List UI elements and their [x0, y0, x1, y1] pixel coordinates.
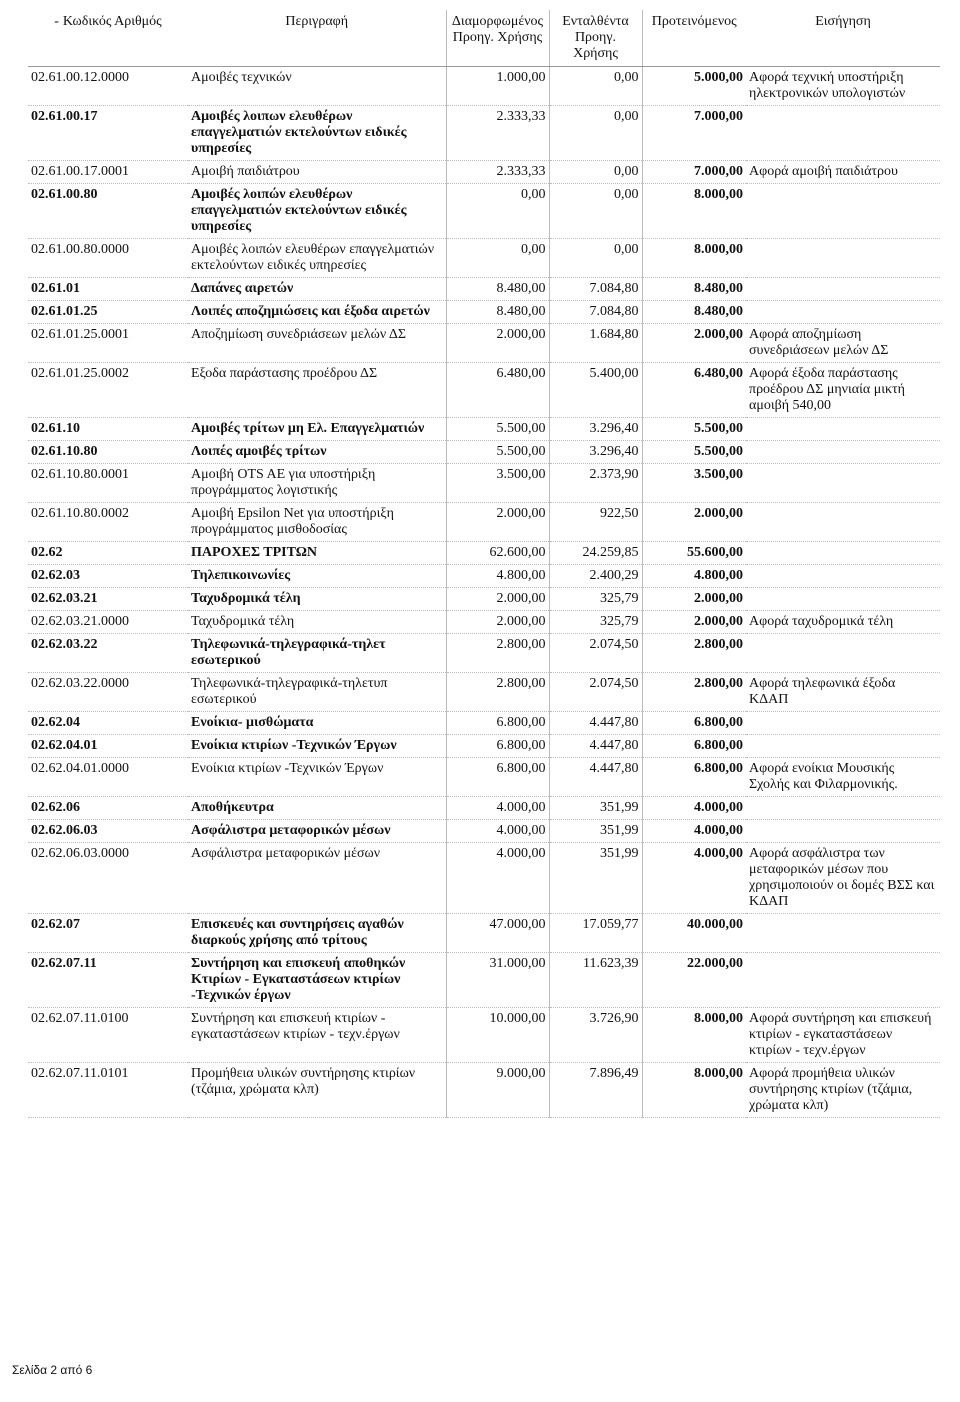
row-budget-adjusted: 6.480,00	[446, 363, 549, 418]
row-description: Τηλεπικοινωνίες	[188, 565, 446, 588]
row-recommendation	[746, 797, 940, 820]
table-row	[28, 953, 940, 1008]
row-code: 02.62.03.21.0000	[28, 611, 188, 634]
row-budget-adjusted: 4.000,00	[446, 843, 549, 914]
header-code: - Κωδικός Αριθμός	[28, 10, 188, 67]
row-description: Αμοιβές τρίτων μη Ελ. Επαγγελματιών	[188, 418, 446, 441]
row-committed: 351,99	[549, 797, 642, 820]
row-committed: 325,79	[549, 588, 642, 611]
row-recommendation: Αφορά προμήθεια υλικών συντήρησης κτιρίων (τζάμια, χρώματα κλπ)	[746, 1063, 940, 1118]
row-description: Ασφάλιστρα μεταφορικών μέσων	[188, 843, 446, 914]
row-budget-adjusted: 31.000,00	[446, 953, 549, 1008]
row-committed: 2.074,50	[549, 673, 642, 712]
row-proposed: 3.500,00	[642, 464, 746, 503]
header-description: Περιγραφή	[188, 10, 446, 67]
row-proposed: 2.000,00	[642, 503, 746, 542]
table-row	[28, 106, 940, 161]
row-proposed: 8.480,00	[642, 278, 746, 301]
row-recommendation	[746, 565, 940, 588]
row-budget-adjusted: 8.480,00	[446, 301, 549, 324]
row-proposed: 4.800,00	[642, 565, 746, 588]
row-committed: 922,50	[549, 503, 642, 542]
row-recommendation	[746, 464, 940, 503]
row-code: 02.62.03.22.0000	[28, 673, 188, 712]
table-row	[28, 301, 940, 324]
row-committed: 3.296,40	[549, 441, 642, 464]
row-recommendation	[746, 820, 940, 843]
row-recommendation: Αφορά έξοδα παράστασης προέδρου ΔΣ μηνιαία μικτή αμοιβή 540,00	[746, 363, 940, 418]
table-row	[28, 418, 940, 441]
row-proposed: 6.800,00	[642, 712, 746, 735]
row-budget-adjusted: 4.000,00	[446, 797, 549, 820]
row-code: 02.61.01.25	[28, 301, 188, 324]
row-recommendation: Αφορά τηλεφωνικά έξοδα ΚΔΑΠ	[746, 673, 940, 712]
table-row	[28, 239, 940, 278]
row-code: 02.62.07.11.0100	[28, 1008, 188, 1063]
row-committed: 0,00	[549, 106, 642, 161]
table-row	[28, 914, 940, 953]
row-committed: 7.084,80	[549, 278, 642, 301]
row-committed: 0,00	[549, 184, 642, 239]
table-row	[28, 464, 940, 503]
row-description: Αμοιβή Epsilon Net για υποστήριξη προγράμματος μισθοδοσίας	[188, 503, 446, 542]
row-code: 02.61.00.17.0001	[28, 161, 188, 184]
row-code: 02.62.03.21	[28, 588, 188, 611]
row-code: 02.61.10.80	[28, 441, 188, 464]
row-code: 02.62.06.03.0000	[28, 843, 188, 914]
row-description: Αμοιβή OTS AE για υποστήριξη προγράμματος λογιστικής	[188, 464, 446, 503]
row-committed: 4.447,80	[549, 712, 642, 735]
row-code: 02.61.00.17	[28, 106, 188, 161]
row-recommendation: Αφορά ταχυδρομικά τέλη	[746, 611, 940, 634]
table-row	[28, 324, 940, 363]
row-budget-adjusted: 6.800,00	[446, 712, 549, 735]
row-proposed: 6.800,00	[642, 758, 746, 797]
row-proposed: 2.800,00	[642, 673, 746, 712]
page-number: Σελίδα 2 από 6	[12, 1363, 93, 1377]
row-budget-adjusted: 47.000,00	[446, 914, 549, 953]
row-committed: 0,00	[549, 239, 642, 278]
table-row	[28, 67, 940, 106]
row-code: 02.62.04.01	[28, 735, 188, 758]
row-committed: 2.074,50	[549, 634, 642, 673]
row-budget-adjusted: 0,00	[446, 184, 549, 239]
table-row	[28, 184, 940, 239]
table-row	[28, 843, 940, 914]
row-recommendation: Αφορά αμοιβή παιδιάτρου	[746, 161, 940, 184]
row-committed: 24.259,85	[549, 542, 642, 565]
row-code: 02.61.10.80.0002	[28, 503, 188, 542]
table-row	[28, 565, 940, 588]
row-budget-adjusted: 2.000,00	[446, 611, 549, 634]
table-row	[28, 735, 940, 758]
row-proposed: 40.000,00	[642, 914, 746, 953]
row-committed: 7.084,80	[549, 301, 642, 324]
row-committed: 351,99	[549, 843, 642, 914]
row-code: 02.61.00.12.0000	[28, 67, 188, 106]
row-proposed: 6.800,00	[642, 735, 746, 758]
table-row	[28, 1063, 940, 1118]
row-recommendation	[746, 301, 940, 324]
row-description: Αμοιβές λοιπών ελευθέρων επαγγελματιών εκτελούντων ειδικές υπηρεσίες	[188, 184, 446, 239]
row-proposed: 5.000,00	[642, 67, 746, 106]
row-recommendation	[746, 184, 940, 239]
row-proposed: 6.480,00	[642, 363, 746, 418]
row-recommendation	[746, 953, 940, 1008]
row-proposed: 7.000,00	[642, 161, 746, 184]
row-budget-adjusted: 2.800,00	[446, 673, 549, 712]
row-code: 02.61.00.80	[28, 184, 188, 239]
row-description: Αμοιβές λοιπών ελευθέρων επαγγελματιών εκτελούντων ειδικές υπηρεσίες	[188, 239, 446, 278]
row-committed: 3.726,90	[549, 1008, 642, 1063]
row-committed: 4.447,80	[549, 758, 642, 797]
row-description: Δαπάνες αιρετών	[188, 278, 446, 301]
row-budget-adjusted: 9.000,00	[446, 1063, 549, 1118]
row-description: Αποζημίωση συνεδριάσεων μελών ΔΣ	[188, 324, 446, 363]
row-committed: 325,79	[549, 611, 642, 634]
row-budget-adjusted: 5.500,00	[446, 441, 549, 464]
row-description: Ταχυδρομικά τέλη	[188, 588, 446, 611]
row-recommendation	[746, 441, 940, 464]
row-budget-adjusted: 6.800,00	[446, 735, 549, 758]
row-committed: 4.447,80	[549, 735, 642, 758]
row-committed: 5.400,00	[549, 363, 642, 418]
header-proposed: Προτεινόμενος	[642, 10, 746, 67]
row-budget-adjusted: 2.000,00	[446, 588, 549, 611]
row-recommendation: Αφορά ασφάλιστρα των μεταφορικών μέσων που χρησιμοποιούν οι δομές ΒΣΣ και ΚΔΑΠ	[746, 843, 940, 914]
row-code: 02.62.03.22	[28, 634, 188, 673]
table-row	[28, 634, 940, 673]
row-description: Προμήθεια υλικών συντήρησης κτιρίων (τζάμια, χρώματα κλπ)	[188, 1063, 446, 1118]
row-budget-adjusted: 4.800,00	[446, 565, 549, 588]
row-committed: 0,00	[549, 67, 642, 106]
row-budget-adjusted: 0,00	[446, 239, 549, 278]
row-description: Τηλεφωνικά-τηλεγραφικά-τηλετυπ εσωτερικού	[188, 673, 446, 712]
row-proposed: 22.000,00	[642, 953, 746, 1008]
table-row	[28, 673, 940, 712]
row-proposed: 4.000,00	[642, 843, 746, 914]
row-description: Εξοδα παράστασης προέδρου ΔΣ	[188, 363, 446, 418]
row-recommendation	[746, 278, 940, 301]
row-code: 02.61.01	[28, 278, 188, 301]
table-row	[28, 441, 940, 464]
row-recommendation	[746, 542, 940, 565]
row-code: 02.61.10	[28, 418, 188, 441]
row-budget-adjusted: 5.500,00	[446, 418, 549, 441]
row-description: ΠΑΡΟΧΕΣ ΤΡΙΤΩΝ	[188, 542, 446, 565]
row-budget-adjusted: 2.000,00	[446, 324, 549, 363]
table-row	[28, 712, 940, 735]
row-description: Ενοίκια κτιρίων -Τεχνικών Έργων	[188, 758, 446, 797]
table-row	[28, 611, 940, 634]
row-committed: 3.296,40	[549, 418, 642, 441]
row-code: 02.62.07.11	[28, 953, 188, 1008]
row-code: 02.62	[28, 542, 188, 565]
row-code: 02.61.00.80.0000	[28, 239, 188, 278]
row-budget-adjusted: 62.600,00	[446, 542, 549, 565]
row-recommendation: Αφορά αποζημίωση συνεδριάσεων μελών ΔΣ	[746, 324, 940, 363]
row-budget-adjusted: 3.500,00	[446, 464, 549, 503]
row-description: Συντήρηση και επισκευή αποθηκών Κτιρίων - Εγκαταστάσεων κτιρίων -Τεχνικών έργων	[188, 953, 446, 1008]
row-recommendation	[746, 634, 940, 673]
row-description: Ταχυδρομικά τέλη	[188, 611, 446, 634]
table-row	[28, 278, 940, 301]
row-proposed: 4.000,00	[642, 797, 746, 820]
row-recommendation: Αφορά ενοίκια Μουσικής Σχολής και Φιλαρμονικής.	[746, 758, 940, 797]
row-recommendation	[746, 239, 940, 278]
row-proposed: 7.000,00	[642, 106, 746, 161]
row-code: 02.61.10.80.0001	[28, 464, 188, 503]
row-recommendation	[746, 735, 940, 758]
table-row	[28, 503, 940, 542]
row-code: 02.62.04	[28, 712, 188, 735]
row-budget-adjusted: 8.480,00	[446, 278, 549, 301]
row-description: Αμοιβές λοιπων ελευθέρων επαγγελματιών εκτελούντων ειδικές υπηρεσίες	[188, 106, 446, 161]
header-committed: Ενταλθέντα Προηγ. Χρήσης	[549, 10, 642, 67]
row-proposed: 2.800,00	[642, 634, 746, 673]
row-recommendation	[746, 418, 940, 441]
row-code: 02.62.06.03	[28, 820, 188, 843]
row-budget-adjusted: 10.000,00	[446, 1008, 549, 1063]
row-description: Ασφάλιστρα μεταφορικών μέσων	[188, 820, 446, 843]
row-description: Αμοιβές τεχνικών	[188, 67, 446, 106]
row-proposed: 5.500,00	[642, 441, 746, 464]
row-budget-adjusted: 6.800,00	[446, 758, 549, 797]
row-description: Επισκευές και συντηρήσεις αγαθών διαρκούς χρήσης από τρίτους	[188, 914, 446, 953]
row-proposed: 2.000,00	[642, 324, 746, 363]
row-committed: 11.623,39	[549, 953, 642, 1008]
row-budget-adjusted: 2.333,33	[446, 106, 549, 161]
row-committed: 17.059,77	[549, 914, 642, 953]
row-budget-adjusted: 1.000,00	[446, 67, 549, 106]
row-code: 02.61.01.25.0001	[28, 324, 188, 363]
row-description: Λοιπές αμοιβές τρίτων	[188, 441, 446, 464]
row-proposed: 8.000,00	[642, 239, 746, 278]
row-description: Συντήρηση και επισκευή κτιρίων - εγκαταστάσεων κτιρίων - τεχν.έργων	[188, 1008, 446, 1063]
row-recommendation	[746, 588, 940, 611]
row-budget-adjusted: 2.800,00	[446, 634, 549, 673]
row-description: Ενοίκια- μισθώματα	[188, 712, 446, 735]
table-row	[28, 1008, 940, 1063]
row-committed: 7.896,49	[549, 1063, 642, 1118]
row-description: Λοιπές αποζημιώσεις και έξοδα αιρετών	[188, 301, 446, 324]
row-recommendation	[746, 914, 940, 953]
row-proposed: 8.000,00	[642, 1008, 746, 1063]
bullet-mark: -	[54, 14, 59, 29]
table-row	[28, 758, 940, 797]
row-description: Τηλεφωνικά-τηλεγραφικά-τηλετ εσωτερικού	[188, 634, 446, 673]
header-budget-adjusted: Διαμορφωμένος Προηγ. Χρήσης	[446, 10, 549, 67]
row-proposed: 55.600,00	[642, 542, 746, 565]
row-code: 02.62.07.11.0101	[28, 1063, 188, 1118]
table-row	[28, 588, 940, 611]
row-proposed: 8.000,00	[642, 1063, 746, 1118]
row-proposed: 2.000,00	[642, 588, 746, 611]
row-code: 02.62.06	[28, 797, 188, 820]
row-recommendation	[746, 712, 940, 735]
table-row	[28, 161, 940, 184]
row-recommendation: Αφορά τεχνική υποστήριξη ηλεκτρονικών υπολογιστών	[746, 67, 940, 106]
row-code: 02.62.03	[28, 565, 188, 588]
table-body	[28, 67, 940, 1118]
table-row	[28, 363, 940, 418]
row-committed: 1.684,80	[549, 324, 642, 363]
row-proposed: 8.480,00	[642, 301, 746, 324]
row-committed: 2.400,29	[549, 565, 642, 588]
table-header	[28, 10, 940, 67]
row-proposed: 8.000,00	[642, 184, 746, 239]
table-row	[28, 820, 940, 843]
row-proposed: 2.000,00	[642, 611, 746, 634]
row-committed: 2.373,90	[549, 464, 642, 503]
table-row	[28, 542, 940, 565]
row-recommendation	[746, 503, 940, 542]
row-description: Αποθήκευτρα	[188, 797, 446, 820]
header-recommendation: Εισήγηση	[746, 10, 940, 67]
row-recommendation	[746, 106, 940, 161]
row-description: Αμοιβή παιδιάτρου	[188, 161, 446, 184]
row-budget-adjusted: 2.333,33	[446, 161, 549, 184]
row-budget-adjusted: 2.000,00	[446, 503, 549, 542]
row-proposed: 5.500,00	[642, 418, 746, 441]
row-budget-adjusted: 4.000,00	[446, 820, 549, 843]
row-committed: 0,00	[549, 161, 642, 184]
row-code: 02.62.04.01.0000	[28, 758, 188, 797]
row-code: 02.62.07	[28, 914, 188, 953]
row-code: 02.61.01.25.0002	[28, 363, 188, 418]
row-recommendation: Αφορά συντήρηση και επισκευή κτιρίων - εγκαταστάσεων κτιρίων - τεχν.έργων	[746, 1008, 940, 1063]
row-proposed: 4.000,00	[642, 820, 746, 843]
table-row	[28, 797, 940, 820]
budget-table	[28, 10, 940, 1118]
row-committed: 351,99	[549, 820, 642, 843]
row-description: Ενοίκια κτιρίων -Τεχνικών Έργων	[188, 735, 446, 758]
